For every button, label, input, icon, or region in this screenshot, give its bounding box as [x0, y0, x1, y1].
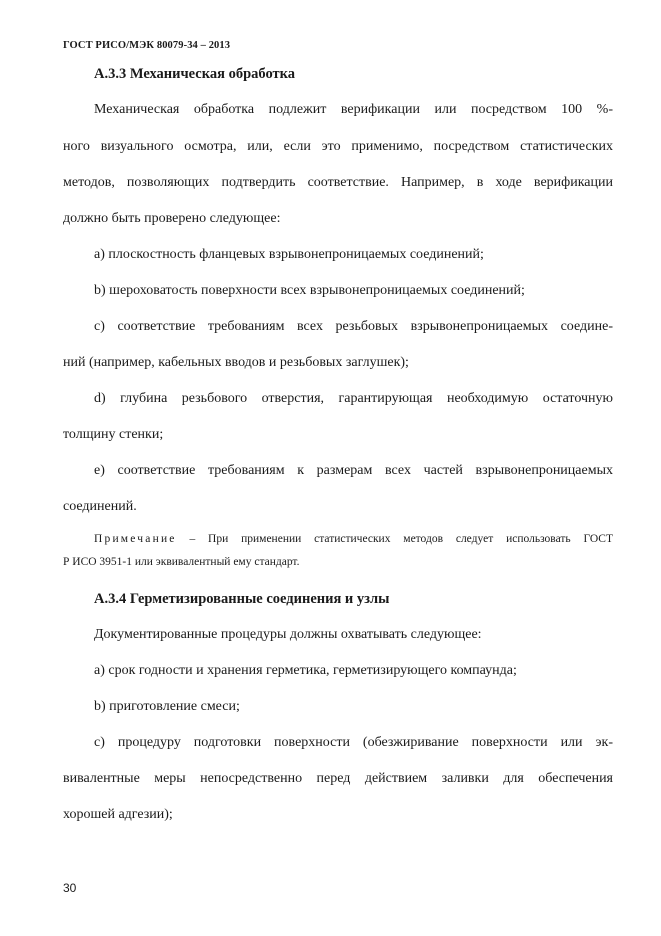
section-title-a34: А.3.4 Герметизированные соединения и узлы	[94, 591, 390, 607]
note-text: – При применении статистических методов следует использовать ГОСТ	[176, 533, 613, 545]
list-item-c-line: хорошей адгезии);	[63, 807, 173, 822]
list-item-b: b) приготовление смеси;	[94, 699, 240, 714]
note-line	[94, 532, 613, 546]
list-item-e-line: e) соответствие требованиям к размерам всех частей взрывонепроницаемых	[94, 463, 613, 478]
document-header-code: ГОСТ РИСО/МЭК 80079-34 – 2013	[63, 40, 231, 51]
list-item-a: a) плоскостность фланцевых взрывонепроницаемых соединений;	[94, 247, 484, 262]
paragraph-line: методов, позволяющих подтвердить соответствие. Например, в ходе верификации	[63, 175, 613, 190]
list-item-d-line: d) глубина резьбового отверстия, гарантирующая необходимую остаточную	[94, 391, 613, 406]
list-item-d-line: толщину стенки;	[63, 427, 164, 442]
paragraph-line: ного визуального осмотра, или, если это применимо, посредством статистических	[63, 139, 613, 154]
list-item-c-line: ний (например, кабельных вводов и резьбовых заглушек);	[63, 355, 409, 370]
paragraph-line: должно быть проверено следующее:	[63, 211, 281, 226]
paragraph-line: Документированные процедуры должны охватывать следующее:	[94, 627, 482, 642]
note-label: Примечание	[94, 533, 177, 545]
list-item-a: a) срок годности и хранения герметика, герметизирующего компаунда;	[94, 663, 517, 678]
list-item-c-line: c) процедуру подготовки поверхности (обезжиривание поверхности или эк-	[94, 735, 613, 750]
page-number: 30	[63, 881, 77, 895]
list-item-e-line: соединений.	[63, 499, 137, 514]
note-line: Р ИСО 3951-1 или эквивалентный ему стандарт.	[63, 556, 300, 568]
section-title-a33: А.3.3 Механическая обработка	[94, 66, 296, 82]
paragraph-line: Механическая обработка подлежит верификации или посредством 100 %-	[94, 102, 613, 117]
list-item-c-line: вивалентные меры непосредственно перед действием заливки для обеспечения	[63, 771, 613, 786]
list-item-c-line: c) соответствие требованиям всех резьбовых взрывонепроницаемых соедине-	[94, 319, 613, 334]
list-item-b: b) шероховатость поверхности всех взрывонепроницаемых соединений;	[94, 283, 525, 298]
